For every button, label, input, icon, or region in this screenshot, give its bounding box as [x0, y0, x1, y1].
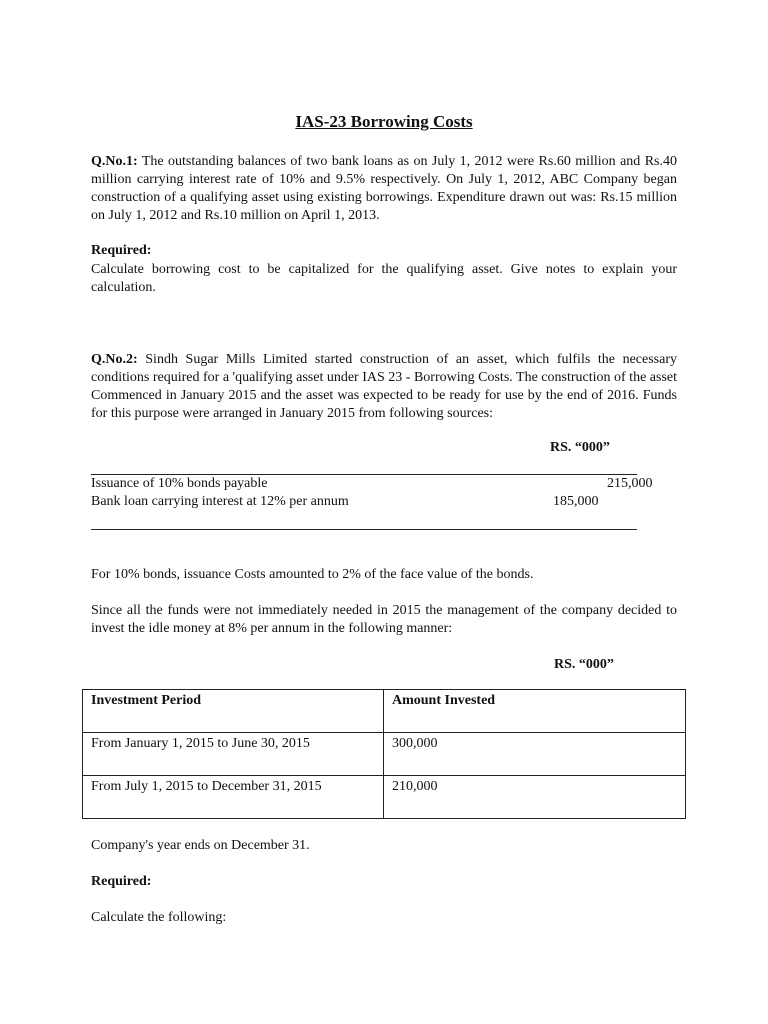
table-header-cell: Investment Period — [83, 690, 384, 733]
table-cell: 210,000 — [384, 776, 686, 819]
question-1-required-text: Calculate borrowing cost to be capitalized for the qualifying asset. Give notes to explain your calculation. — [91, 262, 677, 295]
table-cell: 300,000 — [384, 733, 686, 776]
table-cell: From July 1, 2015 to December 31, 2015 — [83, 776, 384, 819]
source-row-amount: 215,000 — [607, 476, 653, 491]
idle-funds-note: Since all the funds were not immediately needed in 2015 the management of the company decided to invest the idle money at 8% per annum in the following manner: — [91, 603, 677, 636]
table-header-row — [83, 690, 686, 733]
investment-table — [82, 689, 686, 819]
table-header-cell: Amount Invested — [384, 690, 686, 733]
question-2-text: Sindh Sugar Mills Limited started construction of an asset, which fulfils the necessary conditions required for a 'qualifying asset under IAS 23 - Borrowing Costs. The construction of the asset Commenced in January 2015 and the asset was expected to be ready for use by the end of 2016. Funds for this purpose were arranged in January 2015 from following sources: — [91, 352, 677, 421]
sources-unit-label: RS. “000” — [550, 440, 610, 455]
bond-issuance-note: For 10% bonds, issuance Costs amounted to 2% of the face value of the bonds. — [91, 567, 534, 582]
page-title: IAS-23 Borrowing Costs — [295, 112, 473, 131]
investment-unit-label: RS. “000” — [554, 657, 614, 672]
source-row-label: Issuance of 10% bonds payable — [91, 476, 268, 491]
table-row — [83, 776, 686, 819]
question-1-text: The outstanding balances of two bank loans as on July 1, 2012 were Rs.60 million and Rs.40 million carrying interest rate of 10% and 9.5% respectively. On July 1, 2012, ABC Company began construction of a qualifying asset using existing borrowings. Expenditure drawn out was: Rs.15 million on July 1, 2012 and Rs.10 million on April 1, 2013. — [91, 154, 677, 223]
question-1-paragraph — [91, 153, 677, 225]
sources-bottom-rule — [91, 529, 637, 530]
question-2-label: Q.No.2: — [91, 352, 138, 367]
question-1-required-label: Required: — [91, 243, 152, 258]
calculate-line: Calculate the following: — [91, 910, 227, 925]
table-row — [83, 733, 686, 776]
table-cell: From January 1, 2015 to June 30, 2015 — [83, 733, 384, 776]
question-2-paragraph — [91, 351, 677, 423]
question-2-required-label: Required: — [91, 874, 152, 889]
year-end-note: Company's year ends on December 31. — [91, 838, 310, 853]
question-1-label: Q.No.1: — [91, 154, 138, 169]
source-row-amount: 185,000 — [553, 494, 599, 509]
source-row-label: Bank loan carrying interest at 12% per annum — [91, 494, 349, 509]
